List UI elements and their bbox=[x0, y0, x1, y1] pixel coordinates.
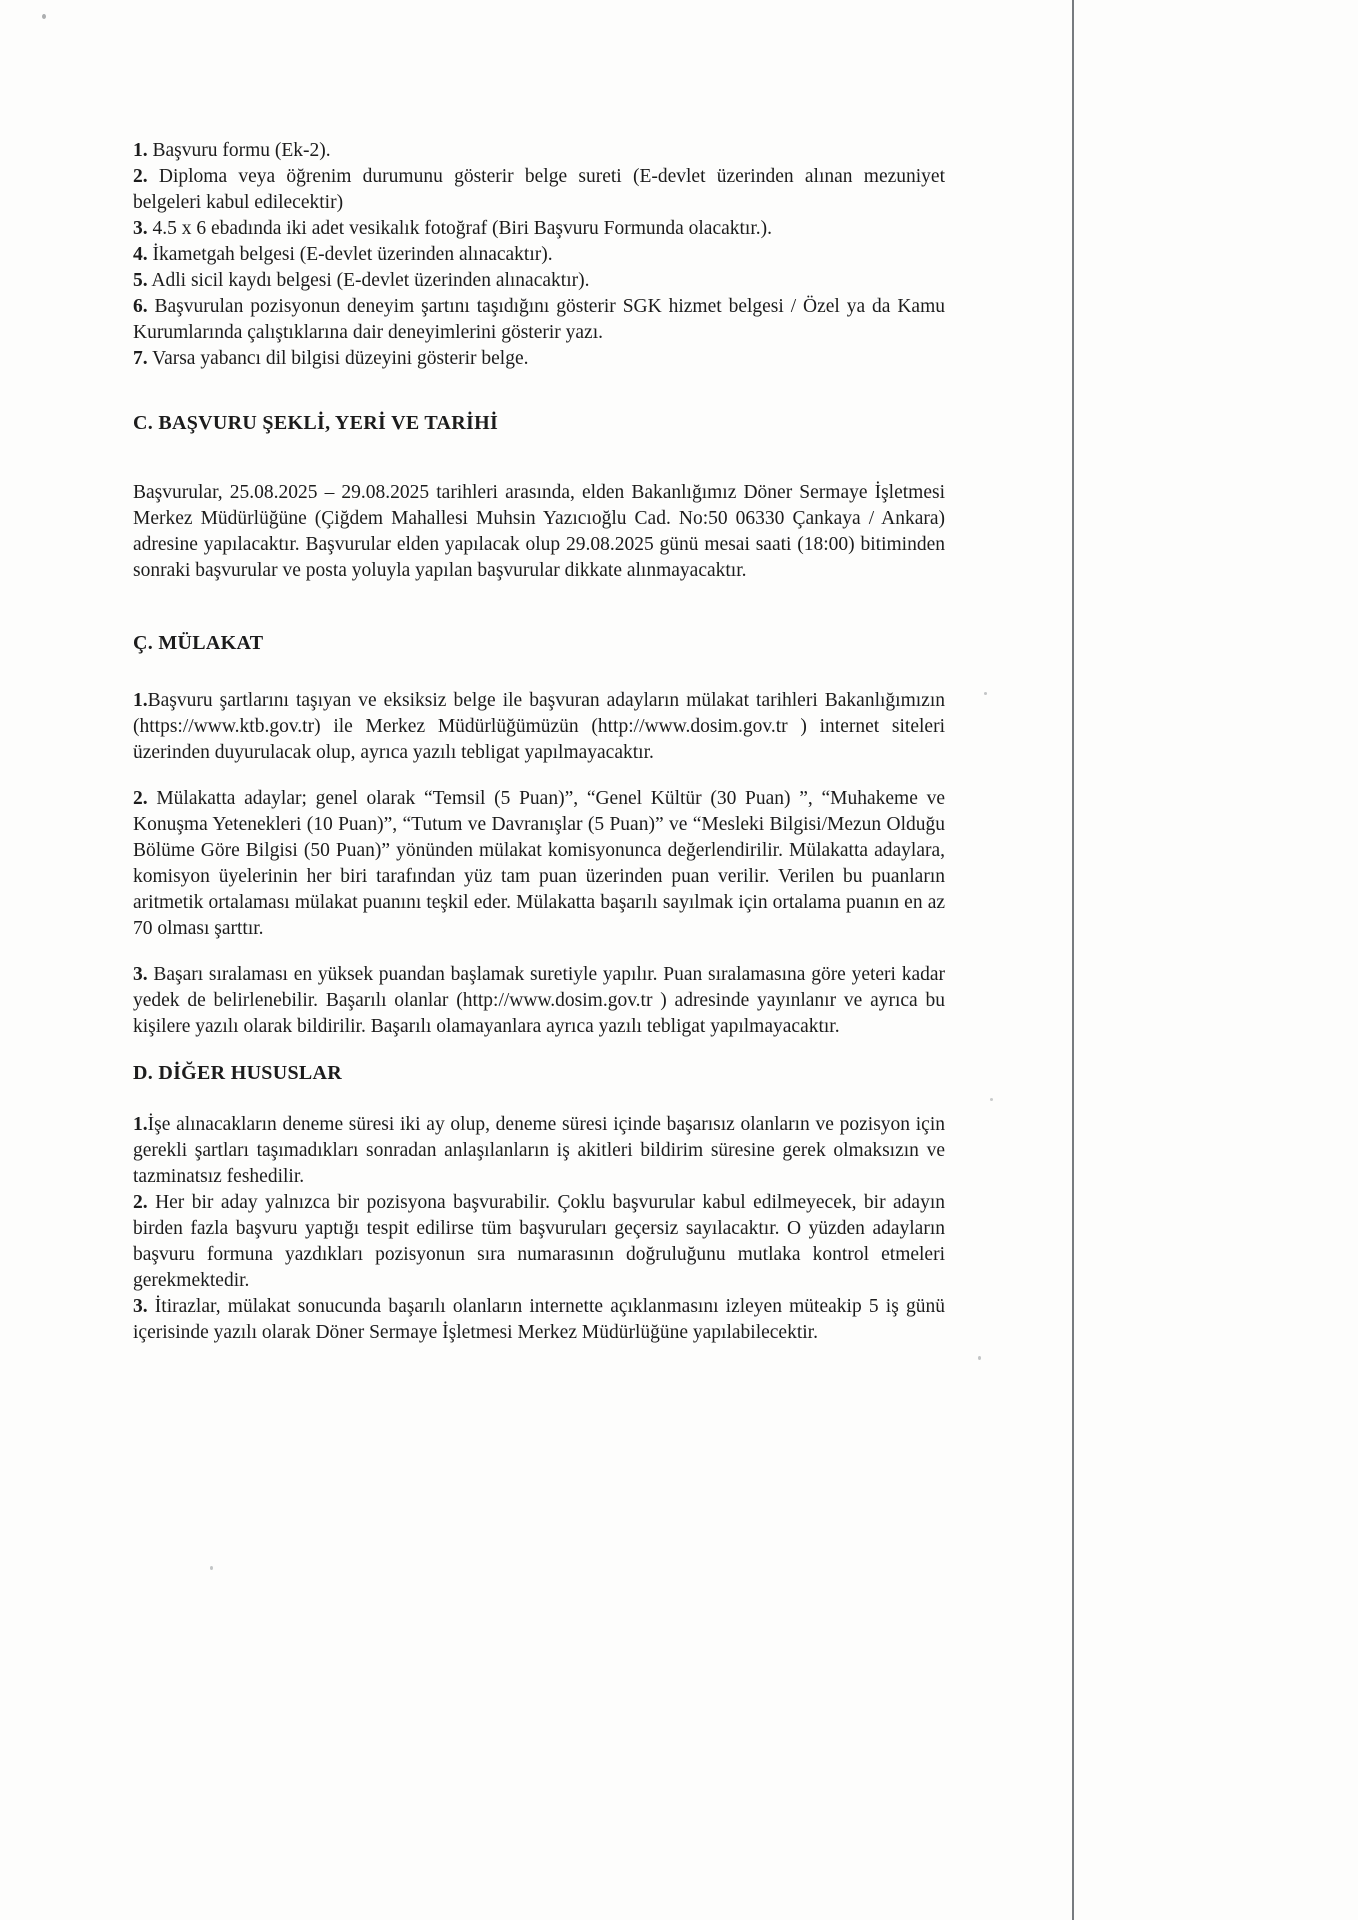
paragraph-number: 1. bbox=[133, 1114, 148, 1135]
section-heading-c: C. BAŞVURU ŞEKLİ, YERİ VE TARİHİ bbox=[133, 412, 499, 434]
paragraph-text: Başarı sıralaması en yüksek puandan başlamak suretiyle yapılır. Puan sıralamasına göre yeteri kadar yedek de belirlenebilir. Başarılı olanlar (http://www.dosim.gov.tr ) adresinde yayınlanır ve ayrıca bu kişilere yazılı olarak bildirilir. Başarılı olamayanlara ayrıca yazılı tebligat yapılmayacaktır. bbox=[133, 964, 945, 1037]
attachment-item-1 bbox=[133, 138, 945, 164]
attachment-item-3 bbox=[133, 216, 945, 242]
item-text: İkametgah belgesi (E-devlet üzerinden alınacaktır). bbox=[147, 244, 553, 265]
paragraph-number: 2. bbox=[133, 1192, 148, 1213]
paragraph-number: 2. bbox=[133, 788, 148, 809]
ced-paragraph-2 bbox=[133, 786, 945, 942]
paragraph-number: 1. bbox=[133, 690, 148, 711]
scan-artifact-line bbox=[1072, 0, 1074, 1920]
item-number: 6. bbox=[133, 296, 148, 317]
d-paragraph-1 bbox=[133, 1112, 945, 1190]
attachments-list bbox=[133, 138, 945, 372]
ced-paragraph-1 bbox=[133, 688, 945, 766]
item-number: 7. bbox=[133, 348, 148, 369]
scan-speck bbox=[990, 1098, 993, 1101]
item-text: Varsa yabancı dil bilgisi düzeyini gösterir belge. bbox=[147, 348, 529, 369]
ced-paragraph-3 bbox=[133, 962, 945, 1040]
paragraph-text: İşe alınacakların deneme süresi iki ay olup, deneme süresi içinde başarısız olanların ve pozisyon için gerekli şartları taşımadıkları sonradan anlaşılanların iş akitleri bildirim süresine gerek olmaksızın ve tazminatsız feshedilir. bbox=[133, 1114, 945, 1187]
scan-speck bbox=[984, 692, 987, 695]
item-text: Başvuru formu (Ek-2). bbox=[147, 140, 331, 161]
attachment-item-2 bbox=[133, 164, 945, 216]
scan-speck bbox=[42, 14, 46, 19]
scan-speck bbox=[210, 1566, 213, 1570]
item-text: Başvurulan pozisyonun deneyim şartını taşıdığını gösterir SGK hizmet belgesi / Özel ya da Kamu Kurumlarında çalıştıklarına dair deneyimlerini gösterir yazı. bbox=[133, 296, 945, 343]
paragraph-number: 3. bbox=[133, 964, 148, 985]
paragraph-text: Başvuru şartlarını taşıyan ve eksiksiz belge ile başvuran adayların mülakat tarihleri Bakanlığımızın (https://www.ktb.gov.tr) ile Merkez Müdürlüğümüzün (http://www.dosim.gov.tr ) internet siteleri üzerinden duyurulacak olup, ayrıca yazılı tebligat yapılmayacaktır. bbox=[133, 690, 945, 763]
item-number: 3. bbox=[133, 218, 148, 239]
paragraph-number: 3. bbox=[133, 1296, 148, 1317]
attachment-item-7 bbox=[133, 346, 945, 372]
section-c-body: Başvurular, 25.08.2025 – 29.08.2025 tarihleri arasında, elden Bakanlığımız Döner Sermaye İşletmesi Merkez Müdürlüğüne (Çiğdem Mahallesi Muhsin Yazıcıoğlu Cad. No:50 06330 Çankaya / Ankara) adresine yapılacaktır. Başvurular elden yapılacak olup 29.08.2025 günü mesai saati (18:00) bitiminden sonraki başvurular ve posta yoluyla yapılan başvurular dikkate alınmayacaktır. bbox=[133, 482, 945, 581]
item-number: 2. bbox=[133, 166, 148, 187]
scan-speck bbox=[978, 1356, 981, 1360]
attachment-item-4 bbox=[133, 242, 945, 268]
item-number: 1. bbox=[133, 140, 148, 161]
paragraph-text: İtirazlar, mülakat sonucunda başarılı olanların internette açıklanmasını izleyen müteakip 5 iş günü içerisinde yazılı olarak Döner Sermaye İşletmesi Merkez Müdürlüğüne yapılabilecektir. bbox=[133, 1296, 945, 1343]
d-paragraph-2 bbox=[133, 1190, 945, 1294]
document-content bbox=[133, 138, 945, 1346]
attachment-item-5 bbox=[133, 268, 945, 294]
item-number: 4. bbox=[133, 244, 148, 265]
paragraph-text: Mülakatta adaylar; genel olarak “Temsil (5 Puan)”, “Genel Kültür (30 Puan) ”, “Muhakeme ve Konuşma Yetenekleri (10 Puan)”, “Tutum ve Davranışlar (5 Puan)” ve “Mesleki Bilgisi/Mezun Olduğu Bölüme Göre Bilgisi (50 Puan)” yönünden mülakat komisyonunca değerlendirilir. Mülakatta adaylara, komisyon üyelerinin her biri tarafından yüz tam puan üzerinden puan verilir. Verilen bu puanların aritmetik ortalaması mülakat puanını teşkil eder. Mülakatta başarılı sayılmak için ortalama puanın en az 70 olması şarttır. bbox=[133, 788, 945, 939]
attachment-item-6 bbox=[133, 294, 945, 346]
d-paragraph-3 bbox=[133, 1294, 945, 1346]
item-text: 4.5 x 6 ebadında iki adet vesikalık fotoğraf (Biri Başvuru Formunda olacaktır.). bbox=[147, 218, 773, 239]
item-text: Adli sicil kaydı belgesi (E-devlet üzerinden alınacaktır). bbox=[147, 270, 590, 291]
paragraph-text: Her bir aday yalnızca bir pozisyona başvurabilir. Çoklu başvurular kabul edilmeyecek, bir adayın birden fazla başvuru yaptığı tespit edilirse tüm başvuruları geçersiz sayılacaktır. O yüzden adayların başvuru formuna yazdıkları pozisyonun sıra numarasının doğruluğunu mutlaka kontrol etmeleri gerekmektedir. bbox=[133, 1192, 945, 1291]
item-text: Diploma veya öğrenim durumunu gösterir belge sureti (E-devlet üzerinden alınan mezuniyet belgeleri kabul edilecektir) bbox=[133, 166, 945, 213]
section-heading-d: D. DİĞER HUSUSLAR bbox=[133, 1062, 343, 1084]
item-number: 5. bbox=[133, 270, 148, 291]
section-heading-ced: Ç. MÜLAKAT bbox=[133, 632, 264, 654]
